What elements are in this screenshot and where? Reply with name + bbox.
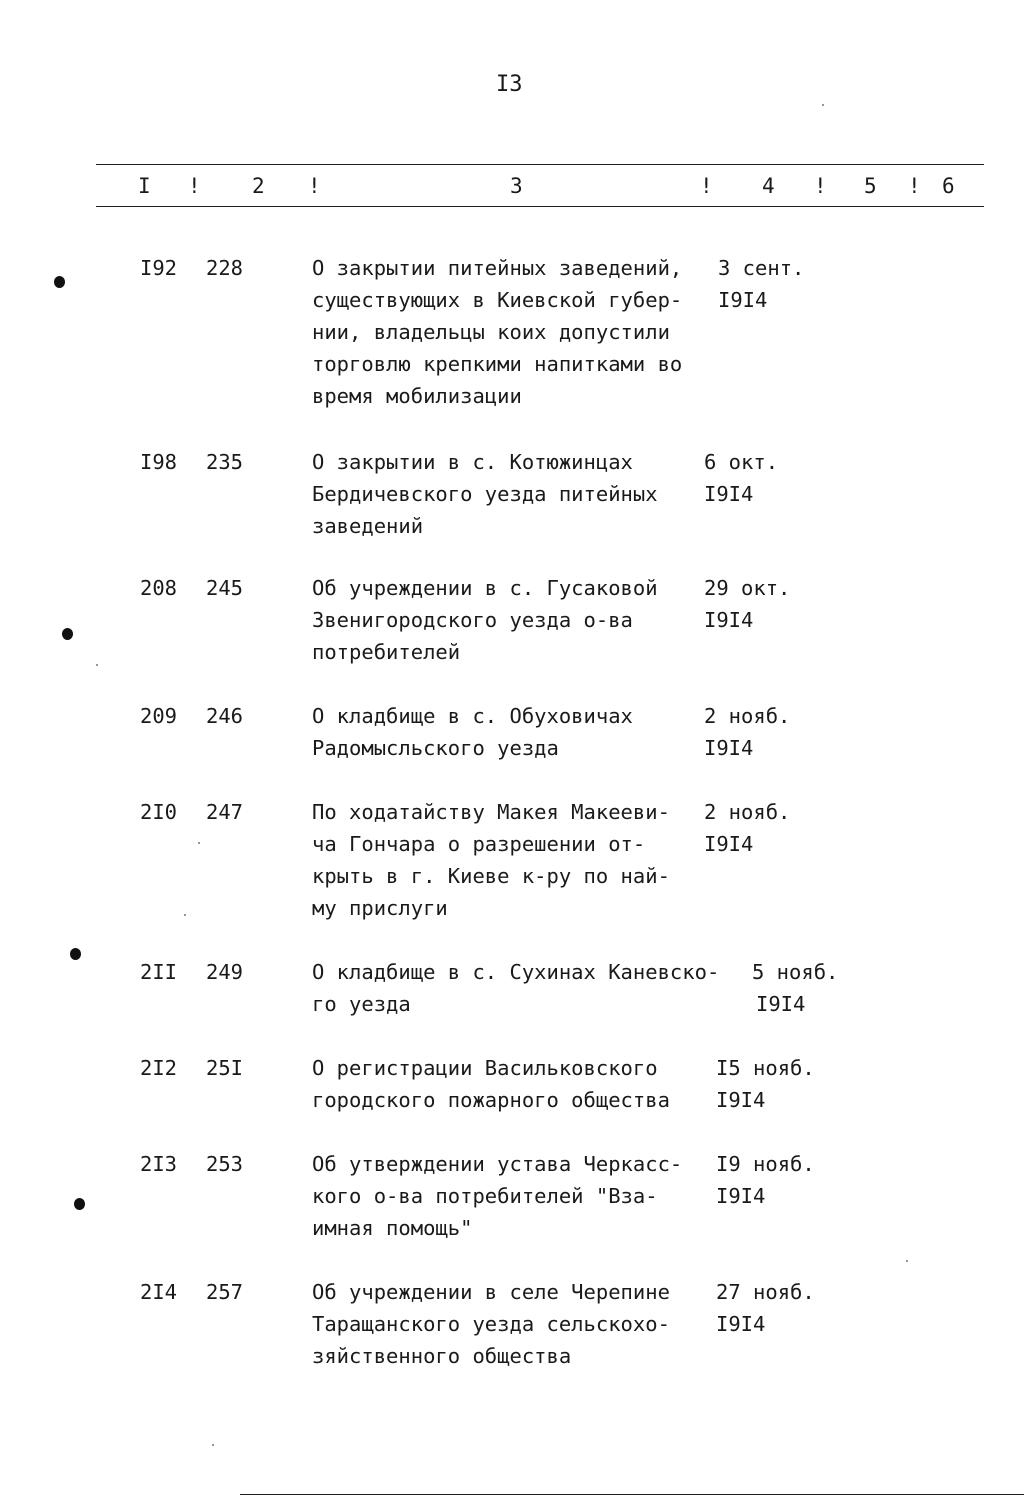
date-day: 3 сент. [718, 256, 805, 280]
row-date [704, 446, 778, 510]
header-rule-top [96, 164, 984, 165]
punch-hole [70, 948, 81, 960]
doc-number: 228 [206, 256, 244, 280]
row-date [704, 572, 790, 636]
header-sep: ! [908, 174, 921, 198]
description-line: время мобилизации [312, 384, 522, 408]
row-number: 2I4 [140, 1280, 178, 1304]
speck [212, 1444, 214, 1446]
date-day: 27 нояб. [716, 1280, 815, 1304]
row-number: 2I3 [140, 1152, 178, 1176]
row-description [312, 1276, 670, 1372]
row-date [716, 1148, 815, 1212]
row-date [704, 796, 790, 860]
row-description [312, 796, 670, 924]
description-line: ча Гончара о разрешении от- [312, 832, 646, 856]
date-day: 2 нояб. [704, 704, 791, 728]
description-line: О закрытии питейных заведений, [312, 256, 683, 280]
row-number: 2I0 [140, 800, 178, 824]
doc-number: 235 [206, 450, 244, 474]
description-line: О регистрации Васильковского [312, 1056, 658, 1080]
row-description [312, 1148, 682, 1244]
doc-number: 247 [206, 800, 244, 824]
description-line: О кладбище в с. Сухинах Каневско- [312, 960, 720, 984]
description-line: Звенигородского уезда о-ва [312, 608, 633, 632]
doc-number: 253 [206, 1152, 244, 1176]
row-date [718, 252, 804, 316]
header-col-1: I [138, 174, 151, 198]
doc-number: 245 [206, 576, 244, 600]
date-day: 29 окт. [704, 576, 791, 600]
row-description [312, 956, 719, 1020]
speck [96, 664, 98, 666]
speck [906, 1260, 908, 1262]
row-date [752, 956, 838, 1020]
header-col-4: 4 [762, 174, 775, 198]
speck [184, 914, 186, 916]
row-description [312, 252, 682, 412]
punch-hole [54, 276, 65, 288]
description-line: Об учреждении в селе Черепине [312, 1280, 670, 1304]
date-year: I9I4 [704, 832, 754, 856]
footer-rule [240, 1494, 1024, 1495]
date-day: 2 нояб. [704, 800, 791, 824]
row-date [716, 1052, 815, 1116]
description-line: крыть в г. Киеве к-ру по най- [312, 864, 670, 888]
date-day: 6 окт. [704, 450, 779, 474]
row-number: I98 [140, 450, 178, 474]
description-line: Бердичевского уезда питейных [312, 482, 658, 506]
date-year: I9I4 [704, 608, 754, 632]
date-day: 5 нояб. [752, 960, 839, 984]
date-year: I9I4 [704, 482, 754, 506]
date-day: I9 нояб. [716, 1152, 815, 1176]
row-description [312, 700, 633, 764]
header-sep: ! [308, 174, 321, 198]
description-line: му прислуги [312, 896, 448, 920]
date-year: I9I4 [718, 288, 768, 312]
row-date [716, 1276, 815, 1340]
date-day: I5 нояб. [716, 1056, 815, 1080]
description-line: торговлю крепкими напитками во [312, 352, 683, 376]
description-line: О кладбище в с. Обуховичах [312, 704, 633, 728]
date-year: I9I4 [716, 1088, 766, 1112]
description-line: Таращанского уезда сельскохо- [312, 1312, 670, 1336]
header-col-2: 2 [252, 174, 265, 198]
header-sep: ! [188, 174, 201, 198]
description-line: заведений [312, 514, 424, 538]
row-number: I92 [140, 256, 178, 280]
description-line: По ходатайству Макея Макееви- [312, 800, 670, 824]
row-description [312, 1052, 670, 1116]
description-line: Об утверждении устава Черкасс- [312, 1152, 683, 1176]
doc-number: 257 [206, 1280, 244, 1304]
row-description [312, 446, 658, 542]
doc-number: 25I [206, 1056, 244, 1080]
description-line: потребителей [312, 640, 461, 664]
description-line: нии, владельцы коих допустили [312, 320, 670, 344]
date-year: I9I4 [756, 992, 806, 1016]
speck [822, 104, 824, 106]
header-sep: ! [700, 174, 713, 198]
header-col-6: 6 [942, 174, 955, 198]
punch-hole [62, 628, 73, 640]
date-year: I9I4 [716, 1184, 766, 1208]
description-line: имная помощь" [312, 1216, 473, 1240]
doc-number: 249 [206, 960, 244, 984]
row-number: 208 [140, 576, 178, 600]
speck [198, 842, 200, 844]
header-rule-bottom [96, 206, 984, 207]
row-number: 2I2 [140, 1056, 178, 1080]
description-line: зяйственного общества [312, 1344, 572, 1368]
header-sep: ! [814, 174, 827, 198]
row-number: 209 [140, 704, 178, 728]
description-line: кого о-ва потребителей "Вза- [312, 1184, 658, 1208]
description-line: Радомысльского уезда [312, 736, 559, 760]
description-line: существующих в Киевской губер- [312, 288, 683, 312]
header-col-5: 5 [864, 174, 877, 198]
row-date [704, 700, 790, 764]
description-line: городского пожарного общества [312, 1088, 670, 1112]
description-line: О закрытии в с. Котюжинцах [312, 450, 633, 474]
description-line: Об учреждении в с. Гусаковой [312, 576, 658, 600]
punch-hole [74, 1198, 85, 1210]
row-description [312, 572, 658, 668]
description-line: го уезда [312, 992, 411, 1016]
date-year: I9I4 [704, 736, 754, 760]
page-number: I3 [496, 72, 523, 97]
date-year: I9I4 [716, 1312, 766, 1336]
row-number: 2II [140, 960, 178, 984]
doc-number: 246 [206, 704, 244, 728]
header-col-3: 3 [510, 174, 523, 198]
